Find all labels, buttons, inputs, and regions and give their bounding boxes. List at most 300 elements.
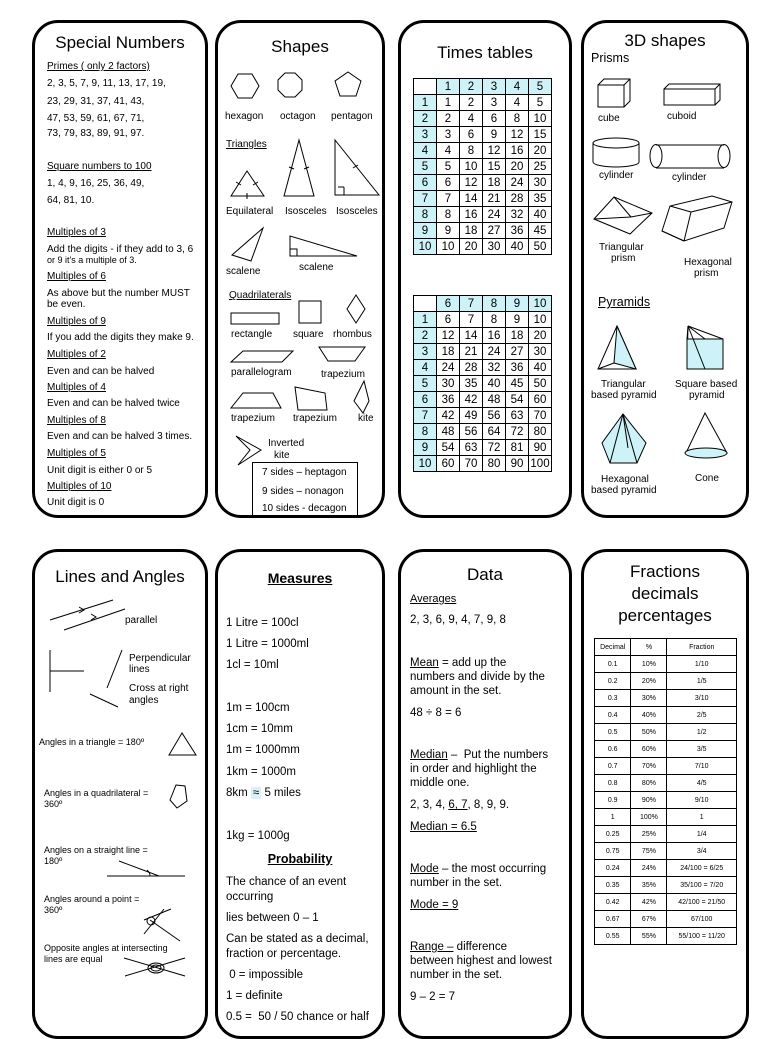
- measure-item: 1cl = 10ml: [226, 659, 279, 671]
- table-row: [414, 111, 552, 127]
- mean-def: [410, 656, 506, 671]
- table-cell: 3: [483, 95, 506, 111]
- hexagonal-prism-label: prism: [694, 268, 719, 279]
- opposite-angles-label: lines are equal: [44, 954, 103, 964]
- measure-item: 1km = 1000m: [226, 766, 296, 778]
- table-cell: 49: [460, 408, 483, 424]
- table-cell: 12: [506, 127, 529, 143]
- table-row: [414, 312, 552, 328]
- table-cell: 42%: [631, 894, 667, 911]
- cone-icon: [686, 413, 727, 453]
- table-row: [595, 877, 737, 894]
- table-cell: 54: [506, 392, 529, 408]
- range-def: [410, 940, 507, 955]
- fdp-title: Fractions: [630, 562, 700, 581]
- table-cell: 4: [437, 143, 460, 159]
- table-cell: 0.42: [595, 894, 631, 911]
- column-header: 10: [529, 296, 552, 312]
- column-header: 6: [437, 296, 460, 312]
- table-row: [595, 809, 737, 826]
- table-cell: 10: [529, 111, 552, 127]
- times-tables-title: Times tables: [437, 43, 533, 62]
- cone-label: Cone: [695, 473, 719, 484]
- table-cell: 16: [483, 328, 506, 344]
- table-cell: 0.7: [595, 758, 631, 775]
- table-cell: 72: [506, 424, 529, 440]
- table-cell: 30: [437, 376, 460, 392]
- data-set: 2, 3, 6, 9, 4, 7, 9, 8: [410, 614, 506, 626]
- table-cell: 60%: [631, 741, 667, 758]
- table-cell: 80%: [631, 775, 667, 792]
- table-cell: 25: [529, 159, 552, 175]
- fdp-table: [594, 638, 737, 945]
- sides-line: 10 sides - decagon: [262, 503, 347, 514]
- table-cell: 1/2: [667, 724, 737, 741]
- table-cell: 10: [460, 159, 483, 175]
- data-title: Data: [467, 565, 503, 584]
- perpendicular-label: lines: [129, 664, 150, 675]
- table-cell: 2: [437, 111, 460, 127]
- miles-km: 8km: [226, 787, 248, 799]
- range-text: difference: [453, 941, 507, 953]
- probability-line: fraction or percentage.: [226, 948, 342, 960]
- point-angles-label: 360º: [44, 905, 63, 915]
- table-row: [414, 207, 552, 223]
- table-cell: 28: [506, 191, 529, 207]
- hexagonal-prism-icon: [662, 196, 732, 241]
- square-pyramid-label: pyramid: [689, 390, 725, 401]
- table-row: [595, 860, 737, 877]
- primes-line: 23, 29, 31, 37, 41, 43,: [47, 96, 145, 107]
- m3-heading: Multiples of 3: [47, 227, 106, 238]
- table-cell: 45: [506, 376, 529, 392]
- fdp-title: decimals: [631, 584, 699, 603]
- table-cell: 1/10: [667, 656, 737, 673]
- range-calc: 9 – 2 = 7: [410, 991, 456, 1003]
- row-header: 8: [414, 207, 437, 223]
- pentagon-icon: [335, 72, 361, 96]
- table-cell: 6: [483, 111, 506, 127]
- point-angles-label: Angles around a point =: [44, 894, 140, 904]
- table-cell: 90: [506, 456, 529, 472]
- quad-angles-label: 360º: [44, 799, 63, 809]
- primes-line: 73, 79, 83, 89, 91, 97.: [47, 128, 145, 139]
- table-cell: 42: [460, 392, 483, 408]
- table-cell: 63: [506, 408, 529, 424]
- table-cell: 20: [506, 159, 529, 175]
- mode-text: number in the set.: [410, 877, 503, 889]
- table-cell: 40: [529, 207, 552, 223]
- table-cell: 24: [437, 360, 460, 376]
- median-result: Median = 6.5: [410, 821, 477, 833]
- table-cell: 6: [437, 312, 460, 328]
- median-set-part: 2, 3, 4,: [410, 799, 449, 811]
- table-cell: 3/5: [667, 741, 737, 758]
- row-header: 3: [414, 127, 437, 143]
- scalene-triangle-icon: [232, 228, 263, 261]
- quadrilateral-icon: [170, 785, 187, 808]
- column-header: %: [631, 639, 667, 656]
- table-row: [414, 424, 552, 440]
- table-row: [414, 175, 552, 191]
- table-cell: 24/100 = 6/25: [667, 860, 737, 877]
- table-cell: 67%: [631, 911, 667, 928]
- m8-text: Even and can be halved 3 times.: [47, 431, 193, 442]
- isosceles-label: Isosceles: [285, 206, 327, 217]
- shapes-title: Shapes: [271, 37, 329, 56]
- sides-line: 7 sides – heptagon: [262, 467, 347, 478]
- table-row: [595, 758, 737, 775]
- column-header: 8: [483, 296, 506, 312]
- table-row: [414, 408, 552, 424]
- table-row: [414, 223, 552, 239]
- table-cell: 18: [483, 175, 506, 191]
- table-cell: 1: [595, 809, 631, 826]
- averages-heading: Averages: [410, 593, 457, 605]
- table-cell: 18: [506, 328, 529, 344]
- table-cell: 25%: [631, 826, 667, 843]
- table-cell: 32: [506, 207, 529, 223]
- table-cell: 8: [437, 207, 460, 223]
- triangle-icon: [169, 733, 196, 755]
- mean-word: Mean: [410, 657, 439, 669]
- table-cell: 10: [437, 239, 460, 255]
- table-row: [414, 191, 552, 207]
- table-cell: 1/4: [667, 826, 737, 843]
- column-header: 7: [460, 296, 483, 312]
- table-cell: 2: [460, 95, 483, 111]
- table-cell: 9/10: [667, 792, 737, 809]
- table-cell: 1: [667, 809, 737, 826]
- corner-cell: [414, 79, 437, 95]
- m3-text: or 9 it's a multiple of 3.: [47, 255, 137, 265]
- equilateral-triangle-icon: [231, 171, 264, 196]
- median-set-part: , 8, 9, 9.: [467, 799, 510, 811]
- range-word: Range –: [410, 941, 454, 953]
- squares-line: 64, 81, 10.: [47, 195, 95, 206]
- square-pyramid-label: Square based: [675, 379, 738, 390]
- table-cell: 12: [483, 143, 506, 159]
- probability-title: Probability: [267, 852, 333, 866]
- cylinder-label: cylinder: [672, 172, 707, 183]
- quad-angles-label: Angles in a quadrilateral =: [44, 788, 149, 798]
- quadrilaterals-heading: Quadrilaterals: [229, 290, 292, 301]
- table-cell: 40%: [631, 707, 667, 724]
- table-row: [595, 707, 737, 724]
- row-header: 7: [414, 191, 437, 207]
- table-row: [414, 143, 552, 159]
- m6-text: As above but the number MUST: [47, 288, 190, 299]
- straight-angles-label: Angles on a straight line =: [44, 845, 148, 855]
- opposite-angles-label: Opposite angles at intersecting: [44, 943, 168, 953]
- table-row: [595, 911, 737, 928]
- table-cell: 3/4: [667, 843, 737, 860]
- rhombus-icon: [347, 295, 365, 323]
- equilateral-label: Equilateral: [226, 206, 274, 217]
- table-cell: 30: [529, 344, 552, 360]
- row-header: 5: [414, 159, 437, 175]
- row-header: 1: [414, 95, 437, 111]
- special-numbers-title: Special Numbers: [55, 33, 185, 52]
- cylinder-label: cylinder: [599, 170, 634, 181]
- table-row: [595, 690, 737, 707]
- table-cell: 50: [529, 239, 552, 255]
- scalene-label: scalene: [226, 266, 261, 277]
- table-cell: 36: [506, 223, 529, 239]
- table-cell: 0.9: [595, 792, 631, 809]
- table-cell: 9: [506, 312, 529, 328]
- table-cell: 75%: [631, 843, 667, 860]
- table-cell: 55/100 = 11/20: [667, 928, 737, 945]
- m10-text: Unit digit is 0: [47, 497, 105, 508]
- table-row: [414, 392, 552, 408]
- m6-heading: Multiples of 6: [47, 271, 106, 282]
- table-cell: 0.6: [595, 741, 631, 758]
- median-text: in order and highlight the: [410, 763, 537, 775]
- m6-text: be even.: [47, 299, 86, 310]
- table-cell: 24: [483, 344, 506, 360]
- hexagonal-prism-label: Hexagonal: [684, 257, 732, 268]
- table-row: [414, 328, 552, 344]
- inverted-kite-icon: [236, 436, 261, 465]
- table-row: [414, 159, 552, 175]
- row-header: 6: [414, 392, 437, 408]
- mode-text: – the most occurring: [438, 863, 547, 875]
- table-cell: 81: [506, 440, 529, 456]
- perpendicular-label: Perpendicular: [129, 653, 191, 664]
- inverted-kite-label: Inverted: [268, 438, 305, 449]
- probability-line: The chance of an event: [226, 876, 347, 888]
- column-header: 3: [483, 79, 506, 95]
- table-cell: 3/10: [667, 690, 737, 707]
- table-cell: 0.75: [595, 843, 631, 860]
- table-cell: 12: [460, 175, 483, 191]
- measure-item: 1cm = 10mm: [226, 723, 293, 735]
- square-icon: [299, 301, 321, 323]
- column-header: 1: [437, 79, 460, 95]
- table-row: [414, 239, 552, 255]
- measure-item: 1 Litre = 100cl: [226, 617, 299, 629]
- square-label: square: [293, 329, 324, 340]
- miles-value: 5 miles: [264, 787, 301, 799]
- m8-heading: Multiples of 8: [47, 415, 106, 426]
- parallelogram-icon: [231, 351, 293, 362]
- cuboid-icon: [664, 89, 715, 105]
- table-cell: 18: [437, 344, 460, 360]
- table-cell: 48: [437, 424, 460, 440]
- table-cell: 0.1: [595, 656, 631, 673]
- probability-line: 0.5 = 50 / 50 chance or half: [226, 1011, 369, 1023]
- times-table-1-5: [413, 78, 552, 255]
- m5-heading: Multiples of 5: [47, 448, 106, 459]
- table-cell: 40: [529, 360, 552, 376]
- table-cell: 4: [506, 95, 529, 111]
- row-header: 8: [414, 424, 437, 440]
- column-header: 5: [529, 79, 552, 95]
- table-cell: 56: [483, 408, 506, 424]
- table-cell: 24: [483, 207, 506, 223]
- column-header: 2: [460, 79, 483, 95]
- row-header: 4: [414, 360, 437, 376]
- table-row: [414, 95, 552, 111]
- table-cell: 27: [483, 223, 506, 239]
- table-cell: 20: [529, 328, 552, 344]
- squares-line: 1, 4, 9, 16, 25, 36, 49,: [47, 178, 145, 189]
- isosceles-triangle-icon: [284, 140, 314, 196]
- approx-symbol: ≈: [252, 787, 260, 799]
- hexagonal-pyramid-label: based pyramid: [591, 485, 657, 496]
- column-header: Decimal: [595, 639, 631, 656]
- table-cell: 7: [460, 312, 483, 328]
- table-cell: 72: [483, 440, 506, 456]
- table-cell: 0.3: [595, 690, 631, 707]
- table-cell: 30: [483, 239, 506, 255]
- table-cell: 8: [483, 312, 506, 328]
- table-cell: 20: [529, 143, 552, 159]
- cross-label: Cross at right: [129, 683, 189, 694]
- m3-text: Add the digits - if they add to 3, 6: [47, 244, 194, 255]
- parallel-lines-icon: [50, 600, 113, 620]
- lines-angles-title: Lines and Angles: [55, 567, 185, 586]
- table-cell: 50: [529, 376, 552, 392]
- triangular-pyramid-label: Triangular: [601, 379, 646, 390]
- pyramids-heading: Pyramids: [598, 295, 651, 309]
- measure-item: 1 Litre = 1000ml: [226, 638, 309, 650]
- table-cell: 35%: [631, 877, 667, 894]
- measure-item: 1m = 1000mm: [226, 744, 300, 756]
- probability-line: occurring: [226, 891, 274, 903]
- table-cell: 8: [506, 111, 529, 127]
- table-cell: 80: [483, 456, 506, 472]
- table-row: [414, 344, 552, 360]
- median-def: [410, 748, 548, 763]
- table-cell: 64: [483, 424, 506, 440]
- table-cell: 100%: [631, 809, 667, 826]
- table-cell: 90%: [631, 792, 667, 809]
- times-table-6-10: [413, 295, 552, 472]
- table-cell: 90: [529, 440, 552, 456]
- mode-word: Mode: [410, 863, 439, 875]
- table-cell: 60: [529, 392, 552, 408]
- table-cell: 15: [483, 159, 506, 175]
- mode-result: Mode = 9: [410, 899, 459, 911]
- table-cell: 0.5: [595, 724, 631, 741]
- octagon-icon: [278, 73, 302, 97]
- triangular-pyramid-label: based pyramid: [591, 390, 657, 401]
- table-cell: 40: [506, 239, 529, 255]
- table-cell: 10: [529, 312, 552, 328]
- cuboid-label: cuboid: [667, 111, 697, 122]
- table-cell: 30%: [631, 690, 667, 707]
- cube-label: cube: [598, 113, 620, 124]
- table-cell: 70: [460, 456, 483, 472]
- median-set: [410, 798, 509, 813]
- probability-line: lies between 0 – 1: [226, 912, 319, 924]
- table-cell: 30: [529, 175, 552, 191]
- table-cell: 4: [460, 111, 483, 127]
- range-text: between highest and lowest: [410, 955, 552, 967]
- m9-heading: Multiples of 9: [47, 316, 106, 327]
- table-cell: 0.8: [595, 775, 631, 792]
- kite-label: kite: [358, 413, 374, 424]
- triangles-heading: Triangles: [226, 139, 267, 150]
- trapezium-icon: [319, 347, 365, 361]
- table-cell: 4/5: [667, 775, 737, 792]
- table-cell: 80: [529, 424, 552, 440]
- rectangle-label: rectangle: [231, 329, 273, 340]
- mean-text: amount in the set.: [410, 685, 502, 697]
- table-cell: 2/5: [667, 707, 737, 724]
- table-cell: 21: [460, 344, 483, 360]
- mean-calc: 48 ÷ 8 = 6: [410, 707, 462, 719]
- card-measures: [215, 549, 385, 1039]
- table-cell: 7/10: [667, 758, 737, 775]
- card-special-numbers: [32, 20, 208, 518]
- table-cell: 56: [460, 424, 483, 440]
- row-header: 4: [414, 143, 437, 159]
- primes-line: 47, 53, 59, 61, 67, 71,: [47, 113, 145, 124]
- row-header: 7: [414, 408, 437, 424]
- table-row: [595, 843, 737, 860]
- table-row: [595, 928, 737, 945]
- table-cell: 10%: [631, 656, 667, 673]
- prisms-heading: Prisms: [591, 51, 630, 65]
- range-text: number in the set.: [410, 969, 503, 981]
- m4-heading: Multiples of 4: [47, 382, 106, 393]
- m9-text: If you add the digits they make 9.: [47, 332, 194, 343]
- card-fdp: [581, 549, 749, 1039]
- table-cell: 6: [460, 127, 483, 143]
- table-cell: 45: [529, 223, 552, 239]
- table-cell: 50%: [631, 724, 667, 741]
- row-header: 10: [414, 456, 437, 472]
- table-cell: 35: [460, 376, 483, 392]
- isosceles-label: Isosceles: [336, 206, 378, 217]
- scalene-right-triangle-icon: [290, 236, 357, 256]
- table-cell: 36: [437, 392, 460, 408]
- table-cell: 0.67: [595, 911, 631, 928]
- table-cell: 3: [437, 127, 460, 143]
- trapezium-icon: [295, 387, 327, 410]
- table-cell: 60: [437, 456, 460, 472]
- table-cell: 1/5: [667, 673, 737, 690]
- hexagon-label: hexagon: [225, 111, 264, 122]
- table-cell: 36: [506, 360, 529, 376]
- table-row: [595, 792, 737, 809]
- miles-conversion: [226, 786, 301, 801]
- 3d-shapes-drawing: [584, 23, 749, 518]
- table-cell: 24: [506, 175, 529, 191]
- table-cell: 63: [460, 440, 483, 456]
- table-cell: 14: [460, 191, 483, 207]
- table-row: [595, 656, 737, 673]
- trapezium-label: trapezium: [321, 369, 365, 380]
- table-cell: 67/100: [667, 911, 737, 928]
- cross-label: angles: [129, 695, 159, 706]
- table-cell: 48: [483, 392, 506, 408]
- table-cell: 32: [483, 360, 506, 376]
- column-header: 9: [506, 296, 529, 312]
- m5-text: Unit digit is either 0 or 5: [47, 465, 153, 476]
- table-cell: 24%: [631, 860, 667, 877]
- card-shapes: [215, 20, 385, 518]
- probability-line: 1 = definite: [226, 990, 283, 1002]
- probability-line: 0 = impossible: [226, 969, 304, 981]
- straight-angles-label: 180º: [44, 856, 63, 866]
- card-lines-angles: [32, 549, 208, 1039]
- rhombus-label: rhombus: [333, 329, 372, 340]
- table-cell: 16: [506, 143, 529, 159]
